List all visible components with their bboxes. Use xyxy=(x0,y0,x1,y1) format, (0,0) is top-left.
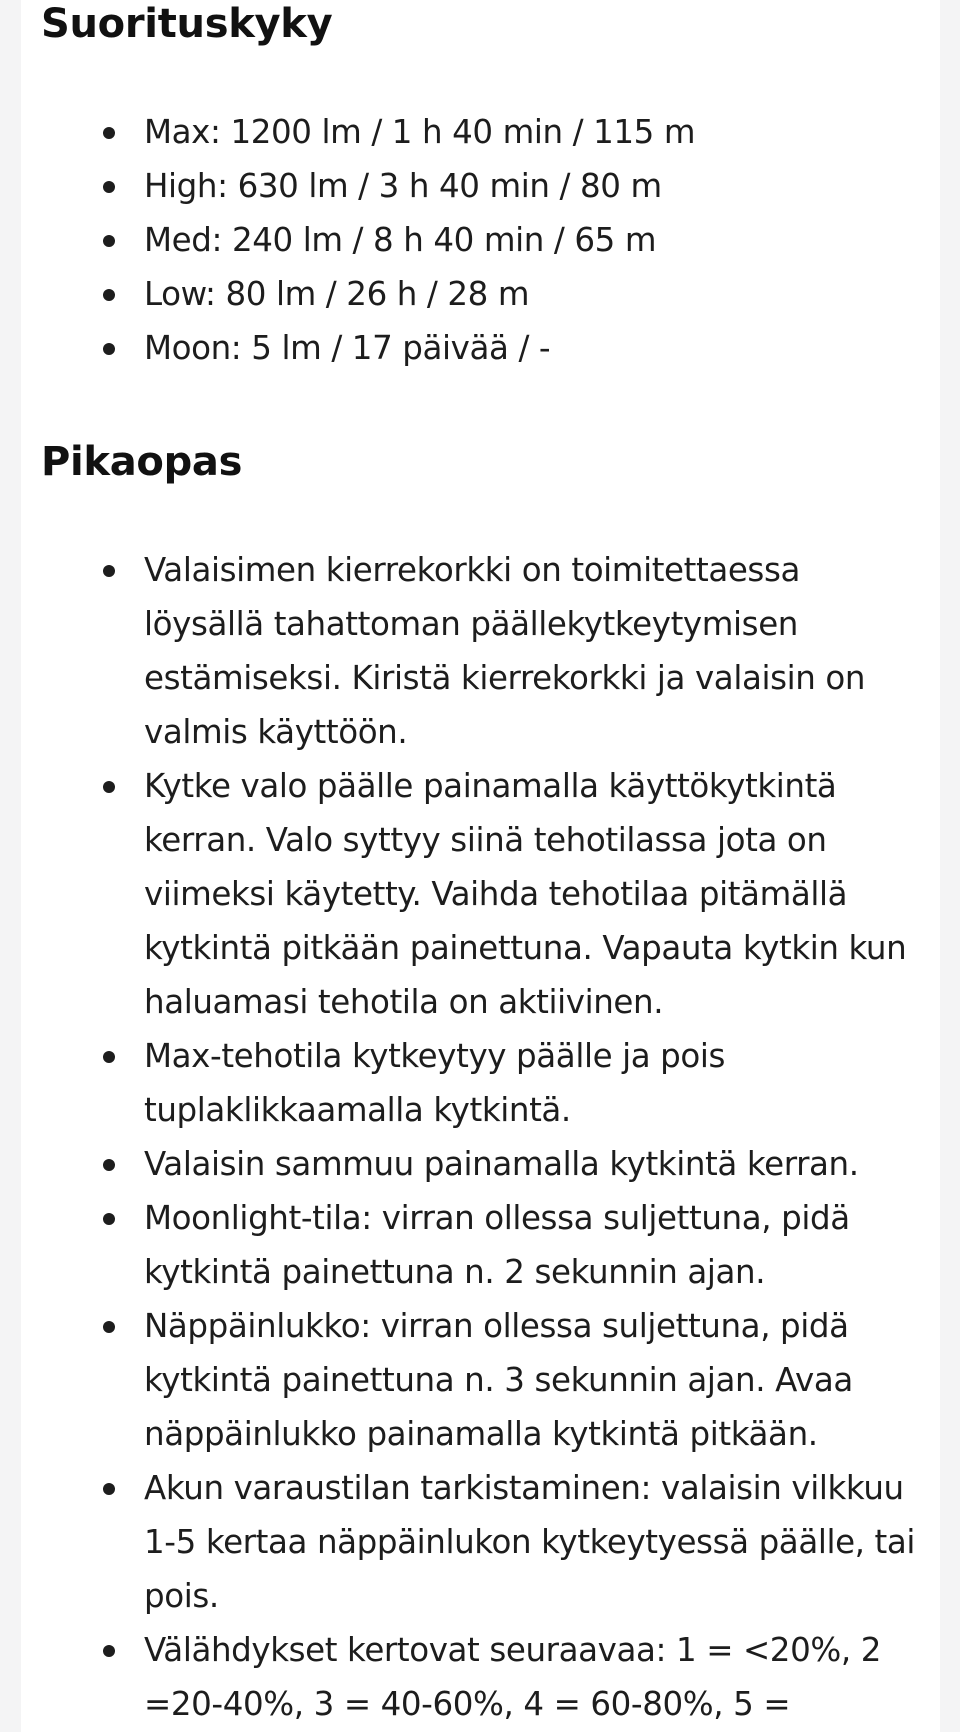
list-item-text: Low: 80 lm / 26 h / 28 m xyxy=(144,275,530,313)
list-item xyxy=(41,105,921,159)
list-item xyxy=(41,1029,921,1137)
bullet-icon xyxy=(103,1159,115,1171)
list-item-text: Valaisin sammuu painamalla kytkintä kerran. xyxy=(144,1145,859,1183)
list-item-text: Kytke valo päälle painamalla käyttökytkintä kerran. Valo syttyy siinä tehotilassa jota on viimeksi käytetty. Vaihda tehotilaa pitämällä kytkintä pitkään painettuna. Vapauta kytkin kun haluamasi tehotila on aktiivinen. xyxy=(144,767,907,1021)
list-item xyxy=(41,1299,921,1461)
list-item xyxy=(41,321,921,375)
list-item xyxy=(41,1137,921,1191)
bullet-icon xyxy=(103,289,115,301)
bullet-icon xyxy=(103,127,115,139)
list-item-text: Välähdykset kertovat seuraavaa: 1 = <20%, 2 =20-40%, 3 = 40-60%, 4 = 60-80%, 5 = xyxy=(144,1631,881,1723)
section-heading-performance: Suorituskyky xyxy=(41,1,333,47)
list-item-text: Max: 1200 lm / 1 h 40 min / 115 m xyxy=(144,113,696,151)
list-item xyxy=(41,1191,921,1299)
list-item-text: Valaisimen kierrekorkki on toimitettaessa löysällä tahattoman päällekytkeytymisen estämiseksi. Kiristä kierrekorkki ja valaisin on valmis käyttöön. xyxy=(144,551,866,751)
performance-list xyxy=(41,105,921,375)
bullet-icon xyxy=(103,181,115,193)
list-item xyxy=(41,543,921,759)
list-item-text: Max-tehotila kytkeytyy päälle ja pois tuplaklikkaamalla kytkintä. xyxy=(144,1037,726,1129)
bullet-icon xyxy=(103,1321,115,1333)
list-item xyxy=(41,213,921,267)
list-item xyxy=(41,759,921,1029)
bullet-icon xyxy=(103,1051,115,1063)
content-card xyxy=(21,0,940,1732)
list-item-text: Akun varaustilan tarkistaminen: valaisin vilkkuu 1-5 kertaa näppäinlukon kytkeytyessä päälle, tai pois. xyxy=(144,1469,916,1615)
list-item-text: Moon: 5 lm / 17 päivää / - xyxy=(144,329,551,367)
bullet-icon xyxy=(103,565,115,577)
bullet-icon xyxy=(103,1213,115,1225)
bullet-icon xyxy=(103,343,115,355)
list-item-text: Med: 240 lm / 8 h 40 min / 65 m xyxy=(144,221,657,259)
list-item-text: Näppäinlukko: virran ollessa suljettuna, pidä kytkintä painettuna n. 3 sekunnin ajan. Avaa näppäinlukko painamalla kytkintä pitkään. xyxy=(144,1307,853,1453)
guide-list xyxy=(41,543,921,1731)
bullet-icon xyxy=(103,235,115,247)
bullet-icon xyxy=(103,1645,115,1657)
list-item-text: High: 630 lm / 3 h 40 min / 80 m xyxy=(144,167,662,205)
bullet-icon xyxy=(103,1483,115,1495)
list-item xyxy=(41,267,921,321)
list-item xyxy=(41,159,921,213)
bullet-icon xyxy=(103,781,115,793)
list-item xyxy=(41,1623,921,1731)
section-heading-guide: Pikaopas xyxy=(41,439,243,485)
list-item-text: Moonlight-tila: virran ollessa suljettuna, pidä kytkintä painettuna n. 2 sekunnin ajan. xyxy=(144,1199,850,1291)
list-item xyxy=(41,1461,921,1623)
